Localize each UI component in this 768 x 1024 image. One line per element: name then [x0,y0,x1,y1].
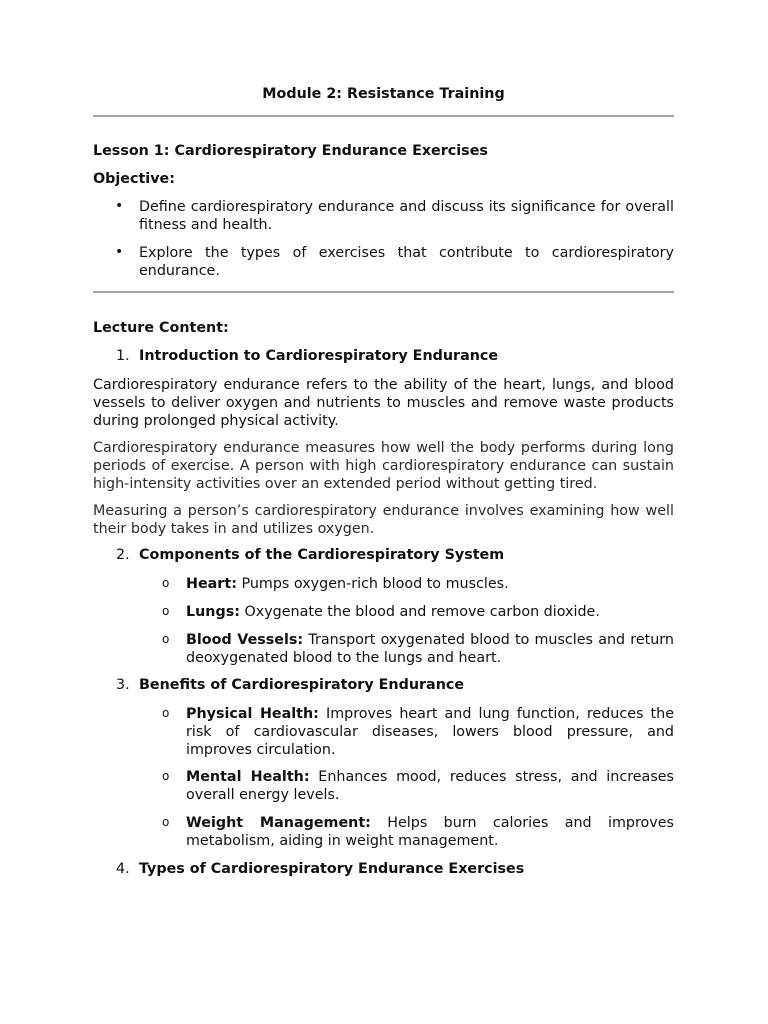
section-heading [93,547,674,563]
benefit-term: Weight Management: [186,815,371,831]
component-item [93,603,674,621]
lecture-heading: Lecture Content: [93,320,229,336]
sub-bullet-icon: o [162,769,170,783]
component-text [186,575,674,593]
objective-text: Explore the types of exercises that contribute to cardiorespiratory endurance. [139,245,674,279]
lesson-title: Lesson 1: Cardiorespiratory Endurance Exercises [93,143,488,159]
module-title: Module 2: Resistance Training [262,86,505,102]
bullet-icon: • [115,244,124,260]
component-term: Blood Vessels: [186,632,304,648]
objective-text: Define cardiorespiratory endurance and discuss its significance for overall fitness and health. [139,199,674,233]
objective-heading: Objective: [93,171,175,187]
component-text [186,631,674,667]
section-heading [93,861,674,877]
component-term: Lungs: [186,604,240,620]
component-item [93,575,674,593]
component-text [186,603,674,621]
objective-item [93,198,674,234]
benefit-text [186,768,674,804]
sub-bullet-icon: o [162,576,170,590]
section-title: Benefits of Cardiorespiratory Endurance [139,677,465,693]
sub-bullet-icon: o [162,632,170,646]
bullet-icon: • [115,198,124,214]
benefit-description: Helps burn calories and improves metabolism, aiding in weight management. [186,815,674,849]
component-item [93,631,674,667]
section-number: 4. [116,861,130,877]
benefit-description: Enhances mood, reduces stress, and increases overall energy levels. [186,769,675,803]
divider [93,291,674,293]
benefit-text [186,705,674,759]
component-description: Oxygenate the blood and remove carbon dioxide. [239,604,600,620]
benefit-item [93,814,674,850]
sub-bullet-icon: o [162,815,170,829]
section-title: Introduction to Cardiorespiratory Endurance [139,348,499,364]
section-number: 1. [116,348,130,364]
objective-item [93,244,674,280]
component-term: Heart: [186,576,237,592]
intro-paragraph: Cardiorespiratory endurance measures how well the body performs during long periods of exercise. A person with high cardiorespiratory endurance can sustain high-intensity activities over an extended period without getting tired. [93,440,674,492]
sub-bullet-icon: o [162,706,170,720]
benefit-item [93,768,674,804]
sub-bullet-icon: o [162,604,170,618]
component-description: Transport oxygenated blood to muscles and return deoxygenated blood to the lungs and heart. [186,632,674,666]
benefit-term: Physical Health: [186,706,319,722]
divider [93,115,674,117]
section-heading [93,677,674,693]
benefit-item [93,705,674,759]
intro-paragraph: Measuring a person’s cardiorespiratory endurance involves examining how well their body takes in and utilizes oxygen. [93,503,674,537]
section-number: 2. [116,547,130,563]
section-number: 3. [116,677,130,693]
section-title: Components of the Cardiorespiratory System [139,547,505,563]
benefit-term: Mental Health: [186,769,310,785]
benefit-description: Improves heart and lung function, reduces the risk of cardiovascular diseases, lowers blood pressure, and improves circulation. [186,706,674,758]
component-description: Pumps oxygen-rich blood to muscles. [236,576,509,592]
benefit-text [186,814,674,850]
intro-paragraph: Cardiorespiratory endurance refers to the ability of the heart, lungs, and blood vessels to deliver oxygen and nutrients to muscles and remove waste products during prolonged physical activity. [93,377,674,429]
section-title: Types of Cardiorespiratory Endurance Exercises [139,861,525,877]
section-heading [93,348,674,364]
